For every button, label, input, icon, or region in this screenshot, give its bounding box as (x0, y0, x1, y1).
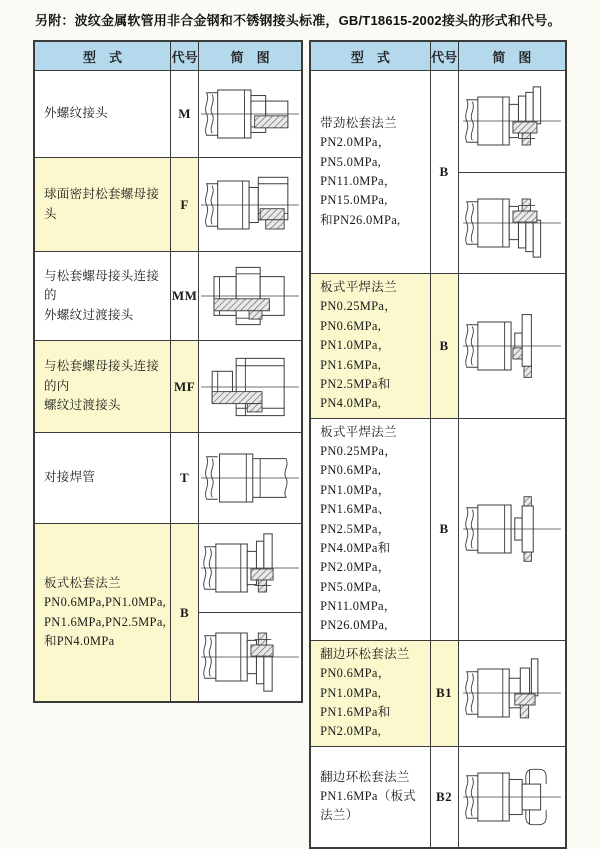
diagram-wrapper (199, 341, 301, 432)
table-row (34, 252, 302, 341)
diagram-cell (458, 418, 566, 640)
type-line: 与松套螺母接头连接的 (44, 268, 160, 303)
table-row (310, 640, 566, 746)
type-line: PN1.0MPa，PN1.6MPa、 (320, 482, 391, 517)
type-line: PN2.5MPa和PN4.0MPa, (320, 376, 391, 411)
butt-weld-pipe-diagram (199, 442, 301, 514)
table-row (34, 158, 302, 252)
diagram-wrapper (199, 433, 301, 523)
type-line: 翻边环松套法兰 (320, 646, 410, 661)
code-cell: B (430, 418, 458, 640)
type-line: 螺纹过渡接头 (44, 398, 121, 413)
plate-loose-flange-down-diagram (199, 621, 301, 693)
diagram-cell (199, 524, 303, 703)
neck-loose-flange-up-diagram (461, 85, 563, 157)
code-cell: MF (171, 341, 199, 433)
type-cell (34, 433, 171, 524)
diagram-wrapper (199, 158, 301, 251)
type-cell (34, 524, 171, 703)
type-line: PN0.6MPa,PN1.0MPa, (44, 595, 167, 610)
flat-weld-flange-diagram (461, 310, 563, 382)
diagram-wrapper (459, 71, 566, 172)
diagram-wrapper (459, 172, 566, 274)
header-type-cell: 型 式 (34, 41, 171, 71)
plate-loose-flange-up-diagram (199, 532, 301, 604)
header-code-cell: 代号 (430, 41, 458, 71)
type-line: PN0.6MPa，PN1.0MPa, (320, 666, 391, 700)
diagram-cell (458, 746, 566, 848)
fittings-table-left (33, 40, 303, 703)
code-cell: MM (171, 252, 199, 341)
table-row (34, 71, 302, 158)
type-line: PN11.0MPa，PN26.0MPa, (320, 599, 397, 633)
code-cell: M (171, 71, 199, 158)
table-row (34, 433, 302, 524)
table-row (310, 418, 566, 640)
code-cell: B (430, 274, 458, 419)
type-line: 带劲松套法兰 (320, 115, 397, 130)
diagram-wrapper (199, 612, 301, 701)
page-title: 另附：波纹金属软管用非合金钢和不锈钢接头标准，GB/T18615-2002接头的形式和代号。 (35, 13, 561, 28)
type-cell (310, 746, 430, 848)
diagram-cell (458, 640, 566, 746)
type-cell (310, 71, 430, 274)
diagram-wrapper (199, 71, 301, 157)
header-diagram-cell: 简 图 (199, 41, 303, 71)
flared-plate-flange-diagram (461, 761, 563, 833)
type-cell (34, 341, 171, 433)
type-line: PN1.6MPa（板式法兰） (320, 788, 417, 823)
table-row (310, 71, 566, 274)
male-thread-fitting-diagram (199, 78, 301, 150)
type-line: PN1.6MPa,PN2.5MPa, (44, 614, 167, 629)
diagram-cell (199, 158, 303, 252)
diagram-wrapper (459, 468, 566, 591)
header-code-cell: 代号 (171, 41, 199, 71)
type-line: 板式平焊法兰 (320, 424, 397, 439)
type-cell (34, 158, 171, 252)
type-line: PN1.6MPa和PN2.0MPa, (320, 704, 391, 739)
type-line: PN1.0MPa，PN1.6MPa, (320, 338, 391, 372)
fitting-tables (33, 40, 567, 849)
diagram-wrapper (199, 524, 301, 612)
type-line: 翻边环松套法兰 (320, 769, 410, 784)
type-line: 与松套螺母接头连接的内 (44, 359, 160, 393)
type-line: PN2.0MPa，PN5.0MPa, (320, 560, 391, 594)
diagram-cell (199, 433, 303, 524)
type-line: PN2.0MPa，PN5.0MPa, (320, 135, 391, 169)
flat-weld-flange-sym-diagram (461, 493, 563, 565)
type-line: 外螺纹接头 (44, 106, 109, 121)
code-cell: B1 (430, 640, 458, 746)
type-cell (310, 640, 430, 746)
diagram-cell (199, 252, 303, 341)
type-cell (34, 252, 171, 341)
diagram-cell (458, 71, 566, 274)
fittings-table-right (309, 40, 567, 849)
diagram-wrapper (199, 252, 301, 340)
type-line: 板式平焊法兰 (320, 280, 397, 294)
type-line: 外螺纹过渡接头 (44, 307, 134, 322)
type-line: PN2.5MPa，PN4.0MPa和 (320, 521, 391, 555)
type-line: 球面密封松套螺母接头 (44, 187, 160, 221)
code-cell: B2 (430, 746, 458, 848)
diagram-cell (199, 341, 303, 433)
code-cell: F (171, 158, 199, 252)
type-line: PN0.25MPa，PN0.6MPa, (320, 299, 398, 333)
type-cell (34, 71, 171, 158)
type-cell (310, 274, 430, 419)
swivel-nut-fitting-diagram (199, 169, 301, 241)
header-diagram-cell: 简 图 (458, 41, 566, 71)
header-type-cell: 型 式 (310, 41, 430, 71)
diagram-wrapper (459, 292, 566, 400)
flared-ring-loose-flange-diagram (461, 657, 563, 729)
code-cell: B (430, 71, 458, 274)
type-cell (310, 418, 430, 640)
table-row (34, 524, 302, 703)
type-line: 对接焊管 (44, 470, 96, 485)
type-line: PN11.0MPa，PN15.0MPa, (320, 174, 397, 208)
table-row (310, 746, 566, 848)
male-male-adapter-diagram (199, 260, 301, 332)
table-row (34, 341, 302, 433)
diagram-cell (458, 274, 566, 419)
diagram-wrapper (459, 647, 566, 739)
diagram-wrapper (459, 747, 566, 847)
diagram-cell (199, 71, 303, 158)
type-line: 和PN26.0MPa, (320, 212, 401, 227)
type-line: PN0.25MPa，PN0.6MPa, (320, 444, 398, 478)
male-female-adapter-diagram (199, 351, 301, 423)
code-cell: B (171, 524, 199, 703)
type-line: 板式松套法兰 (44, 575, 121, 590)
table-row (310, 274, 566, 419)
neck-loose-flange-down-diagram (461, 187, 563, 259)
code-cell: T (171, 433, 199, 524)
type-line: 和PN4.0MPa (44, 633, 115, 648)
